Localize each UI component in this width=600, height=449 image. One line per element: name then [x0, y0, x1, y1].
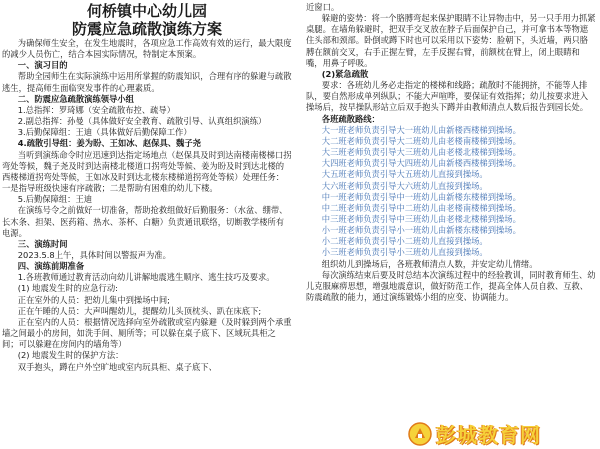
- watermark-text: 彭城教育网: [436, 423, 541, 447]
- route-item-da3: 大三班老师负责引导大三班幼儿由老楼北楼梯到操场。: [321, 147, 521, 158]
- paragraph-posture: 躲避的姿势：将一个胳膊弯起来保护眼睛不让异物击中，另一只手用力抓紧桌腿。在墙角躲避时，把双手交叉放在脖子后面保护自己，并可拿书本等物遮住头部和颈部。卧倒或蹲下时也可以采用以下姿势：脸朝下，头近墙，两只胳膊在额前交叉，右手正握左臂，左手反握右臂，前额枕在臂上，闭上眼睛和嘴，用鼻子呼吸。: [306, 13, 596, 68]
- item-outdoor-staff: 正在室外的人员：把幼儿集中到操场中间;: [17, 294, 170, 305]
- section-heading-time: 三、演练时间: [17, 238, 68, 249]
- item-indoor-staff: 正在室内的人员：根据情况选择向室外疏散或室内躲避（及时躲到两个承重墙之间最小的房间，如洗手间、厕所等；可以躲在桌子底下、区域玩具柜之间；可以躲避在房间内的墙角等）: [2, 316, 292, 350]
- leader-commander: 1.总指挥：罗琦娜（安全疏散布控、疏导）: [17, 104, 176, 115]
- paragraph-purpose: 帮助全园师生在实际演练中运用所掌握的防震知识，合理有序的躲避与疏散逃生，提高师生面临突发事件的心理素质。: [2, 71, 292, 93]
- paragraph-guidance-duties: 当听到演练命令时应迅速到达指定场地点（赵保具及时到达南楼南楼梯口拐弯处等候，魏子尧及时到达南楼北楼道口拐弯处等候、姜为盼及时到达北楼的西楼梯道拐弯处等候，王如冰及时到达北楼东楼梯道拐弯处等候）处理任务：一是指导班级快速有序疏散；二是帮助有困难的幼儿下楼。: [2, 149, 292, 194]
- route-item-xiao3: 小三班老师负责引导小三班幼儿直接到操场。: [321, 247, 488, 258]
- right-column: [306, 2, 596, 449]
- paragraph-evacuation-rules: 要求：各班幼儿务必走指定的楼梯和线路；疏散时不能拥挤，不能等人排队，要自然形成单列纵队；不能大声喧哗，要保证有效指挥；幼儿按要求进入操场后，按早操队形站立后双手抱头下蹲并由教师清点人数后报告到园长处。: [306, 80, 589, 113]
- route-item-da1: 大一班老师负责引导大一班幼儿由新楼西楼梯到操场。: [321, 124, 521, 135]
- route-item-xiao2: 小二班老师负责引导小二班幼儿直接到操场。: [321, 236, 488, 247]
- route-item-da6: 大六班老师负责引导大六班幼儿直接到操场。: [321, 180, 488, 191]
- item-napping-staff: 正在午睡的人员：大声叫醒幼儿，提醒幼儿头顶枕头、趴在床底下;: [17, 305, 262, 316]
- subheading-routes: 各班疏散路线：: [321, 113, 380, 124]
- route-item-da2: 大二班老师负责引导大二班幼儿由老楼南楼梯到操场。: [321, 135, 521, 146]
- paragraph-time: 2023.5.8上午，具体时间以警报声为准。: [17, 249, 171, 260]
- section-heading-preparation: 四、演练前期准备: [17, 261, 85, 272]
- document-title-plan: 防震应急疏散演练方案: [71, 20, 222, 38]
- route-item-zhong2: 中二班老师负责引导中二班幼儿由老楼南楼梯到操场。: [321, 202, 521, 213]
- paragraph-logistics-duties: 在演练号令之前做好一切准备，帮助抢救组做好后勤服务：（水盆、绷带、长木条、担架、医药箱、热水、茶杯、白糖）负责通讯联络，切断教学楼所有电源。: [2, 205, 288, 238]
- subheading-protection-methods: (2) 地震发生时的保护方法：: [17, 350, 124, 361]
- route-item-da4: 大四班老师负责引导大四班幼儿由新楼西楼梯到操场。: [321, 158, 521, 169]
- route-item-xiao1: 小一班老师负责引导小一班幼儿由新楼东楼梯到操场。: [321, 225, 521, 236]
- site-logo-icon: [408, 422, 432, 446]
- route-item-zhong3: 中三班老师负责引导中三班幼儿由老楼北楼梯到操场。: [321, 213, 521, 224]
- logistics-group: 5.后勤保障组：王迪: [17, 194, 93, 205]
- paragraph-summary: 每次演练结束后要及时总结本次演练过程中的经验教训，同时教育师生、幼儿克服麻痹思想，增强地震意识，做好防范工作，提高全体人员自救、互救、防震疏散的能力，通过演练锻炼小组的应变、协调能力。: [306, 269, 596, 303]
- paragraph-headcount: 组织幼儿到操场后，各班教师清点人数，并安定幼儿情绪。: [321, 258, 538, 269]
- subheading-evacuation: (2)紧急疏散: [321, 68, 369, 79]
- leader-deputy: 2.副总指挥：孙曼（具体做好安全教育、疏散引导、认真组织演练）: [17, 116, 267, 127]
- site-watermark: [408, 418, 598, 449]
- intro-paragraph: 为确保师生安全，在发生地震时，各项应急工作高效有效的运行，最大限度的减少人员伤亡，结合本园实际情况，特制定本预案。: [2, 38, 292, 60]
- route-item-da5: 大五班老师负责引导大五班幼儿直接到操场。: [321, 169, 488, 180]
- subheading-emergency-actions: (1) 地震发生时的应急行动:: [17, 283, 118, 294]
- section-heading-purpose: 一、演习目的: [17, 60, 68, 71]
- section-heading-leadership: 二、防震应急疏散演练领导小组: [17, 93, 134, 104]
- document-title-kindergarten: 何桥镇中心幼儿园: [86, 2, 207, 20]
- leader-guidance-group: 4.疏散引导组：姜为盼、王如冰、赵保具、魏子尧: [17, 138, 201, 149]
- paragraph-protection-start: 双手抱头，蹲在户外空旷地或室内玩具柜、桌子底下、: [17, 361, 217, 372]
- paragraph-preparation: 1.各班教师通过教育活动向幼儿讲解地震逃生顺序、逃生技巧及要求。: [17, 272, 275, 283]
- leader-logistics: 3.后勤保障组：王迪（具体做好后勤保障工作）: [17, 127, 192, 138]
- paragraph-protection-end: 近窗口。: [306, 2, 340, 12]
- route-item-zhong1: 中一班老师负责引导中一班幼儿由新楼东楼梯到操场。: [321, 191, 521, 202]
- left-column: [2, 2, 292, 449]
